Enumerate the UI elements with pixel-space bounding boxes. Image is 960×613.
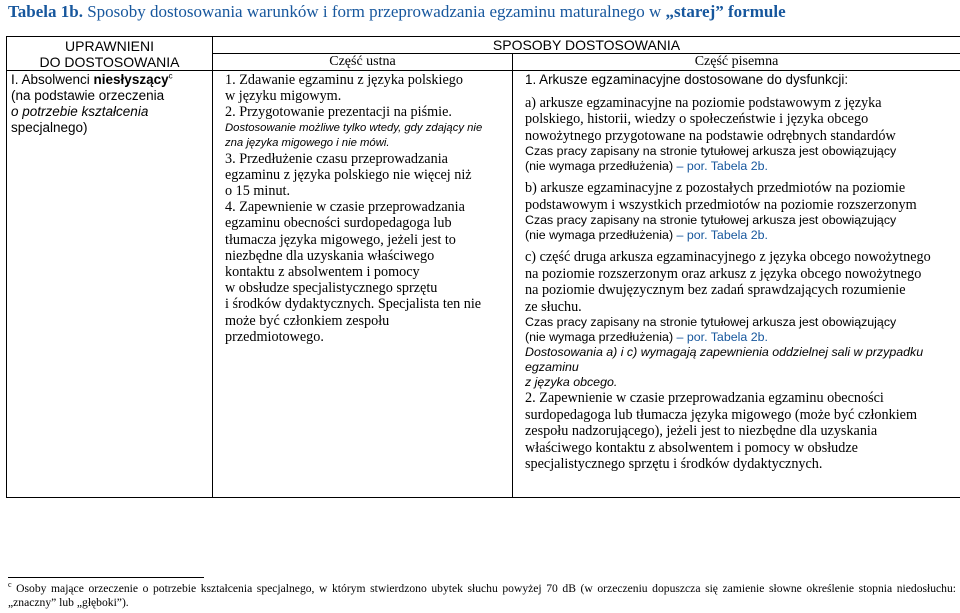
written-item-a-line: polskiego, historii, wiedzy o społeczeństwie i języka obcego	[525, 111, 869, 127]
reference-link[interactable]: – por. Tabela 2b.	[676, 228, 768, 242]
oral-item-4-line: niezbędne dla uzyskania właściwego	[225, 247, 435, 264]
table-number: Tabela 1b.	[8, 2, 83, 21]
written-item-b-time: Czas pracy zapisany na stronie tytułowej arkusza jest obowiązujący	[525, 213, 897, 227]
written-item-a-line: a) arkusze egzaminacyjne na poziomie podstawowym z języka	[525, 94, 882, 111]
oral-item-4-line: i środków dydaktycznych. Specjalista ten nie	[225, 296, 482, 313]
oral-item-2-note: Dostosowanie możliwe tylko wtedy, gdy zdający nie	[225, 121, 483, 134]
footnote-mark: c	[8, 580, 12, 590]
oral-item-3-line: o 15 minut.	[225, 183, 291, 200]
written-item-a-time: Czas pracy zapisany na stronie tytułowej arkusza jest obowiązujący	[525, 144, 897, 158]
written-item-c-line: na poziomie dwujęzycznym bez zadań sprawdzających rozumienie	[525, 282, 906, 298]
written-item-2-line: surdopedagoga lub tłumacza języka migowego (może być członkiem	[525, 406, 917, 423]
oral-item-1	[225, 72, 508, 104]
footnote	[8, 582, 956, 610]
written-item-2-line: specjalistycznego sprzętu i środków dydaktycznych.	[525, 456, 823, 472]
written-item-1: 1. Arkusze egzaminacyjne dostosowane do dysfunkcji:	[525, 72, 849, 87]
written-ac-note: z języka obcego.	[525, 375, 618, 389]
oral-item-4-line: kontaktu z absolwentem i pomocy	[225, 264, 420, 281]
eligible-line3: o potrzebie kształcenia	[11, 104, 149, 119]
header-sposoby: SPOSOBY DOSTOSOWANIA	[213, 37, 960, 54]
oral-item-4-line: tłumacza języka migowego, jeżeli jest to	[225, 231, 456, 248]
eligible-line4: specjalnego)	[11, 120, 88, 135]
title-highlight: „starej” formule	[665, 2, 786, 21]
written-item-c-time: (nie wymaga przedłużenia)	[525, 330, 677, 344]
eligible-group-title	[11, 72, 208, 88]
written-item-b-time: (nie wymaga przedłużenia)	[525, 228, 677, 242]
oral-item-4	[225, 199, 508, 345]
header-czesc-pisemna: Część pisemna	[513, 54, 960, 71]
oral-item-1-line: 1. Zdawanie egzaminu z języka polskiego	[225, 72, 463, 88]
header-uprawnieni-line2: DO DOSTOSOWANIA	[39, 54, 180, 70]
header-uprawnieni	[7, 37, 213, 71]
written-item-c	[525, 249, 956, 390]
footnote-mark: c	[168, 71, 173, 81]
written-item-2-line: 2. Zapewnienie w czasie przeprowadzania egzaminu obecności	[525, 390, 884, 406]
eligible-line2: (na podstawie orzeczenia	[11, 88, 165, 103]
oral-item-4-line: egzaminu obecności surdopedagoga lub	[225, 215, 452, 232]
written-item-c-line: c) część druga arkusza egzaminacyjnego z języka obcego nowożytnego	[525, 249, 931, 265]
reference-link[interactable]: – por. Tabela 2b.	[676, 159, 768, 173]
written-item-2-line: właściwego kontaktu z absolwentem i pomocy w obsłudze	[525, 439, 858, 456]
written-item-c-time: Czas pracy zapisany na stronie tytułowej arkusza jest obowiązujący	[525, 315, 897, 329]
written-part-cell	[513, 71, 960, 498]
written-ac-note: Dostosowania a) i c) wymagają zapewnienia oddzielnej sali w przypadku egzaminu	[525, 345, 924, 374]
oral-item-4-line: 4. Zapewnienie w czasie przeprowadzania	[225, 199, 465, 216]
footnote-text: Osoby mające orzeczenie o potrzebie kształcenia specjalnego, w którym stwierdzono ubytek słuchu powyżej 70 dB (w orzeczeniu dopuszcza się zamienie słowne określenie stopnia niedosłuchu: „znaczny” lub „głęboki”).	[8, 582, 956, 609]
adaptations-table	[6, 36, 960, 498]
written-item-2-line: zespołu nadzorującego), jeżeli jest to niezbędne dla uzyskania	[525, 423, 878, 439]
footnote-divider	[8, 577, 204, 578]
oral-item-4-line: w obsłudze specjalistycznego sprzętu	[225, 280, 438, 297]
eligible-bold: niesłyszący	[93, 72, 169, 87]
written-item-b-line: b) arkusze egzaminacyjne z pozostałych przedmiotów na poziomie	[525, 180, 906, 196]
title-text: Sposoby dostosowania warunków i form przeprowadzania egzaminu maturalnego w	[82, 2, 666, 21]
written-item-2	[525, 390, 956, 473]
oral-item-3-line: egzaminu z języka polskiego nie więcej niż	[225, 166, 472, 183]
reference-link[interactable]: – por. Tabela 2b.	[676, 330, 768, 344]
written-item-c-line: ze słuchu.	[525, 298, 582, 315]
oral-item-4-line: może być członkiem zespołu	[225, 312, 390, 329]
written-item-a	[525, 95, 956, 175]
header-uprawnieni-line1: UPRAWNIENI	[65, 38, 154, 54]
written-item-b-line: podstawowym i wszystkich przedmiotów na poziomie rozszerzonym	[525, 196, 917, 213]
oral-item-3	[225, 151, 508, 200]
written-item-a-time: (nie wymaga przedłużenia)	[525, 159, 677, 173]
written-item-a-line: nowożytnego przygotowane na podstawie odrębnych standardów	[525, 127, 896, 144]
oral-part-cell	[213, 71, 513, 498]
oral-item-3-line: 3. Przedłużenie czasu przeprowadzania	[225, 150, 448, 167]
eligible-group-cell	[7, 71, 213, 498]
oral-item-2	[225, 104, 508, 150]
written-item-c-line: na poziomie rozszerzonym oraz arkusz z języka obcego nowożytnego	[525, 265, 922, 282]
oral-item-4-line: przedmiotowego.	[225, 328, 324, 345]
page-title	[8, 2, 958, 22]
eligible-prefix: I. Absolwenci	[11, 72, 94, 87]
header-czesc-ustna: Część ustna	[213, 54, 513, 71]
oral-item-2-line: 2. Przygotowanie prezentacji na piśmie.	[225, 104, 452, 121]
written-item-b	[525, 180, 956, 243]
oral-item-2-note: zna języka migowego i nie mówi.	[225, 136, 390, 149]
oral-item-1-line: w języku migowym.	[225, 88, 342, 105]
